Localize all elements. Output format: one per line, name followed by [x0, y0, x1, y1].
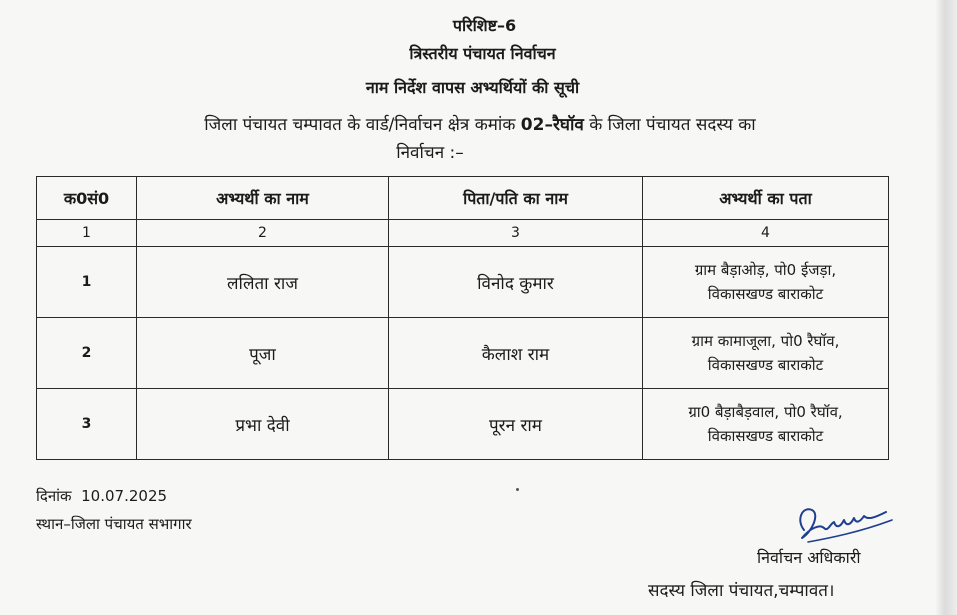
candidate-name-cell: पूजा	[137, 318, 389, 389]
date-line	[36, 486, 167, 506]
date-value: 10.07.2025	[81, 487, 168, 505]
table-row	[37, 389, 889, 460]
address-line-1: ग्रा0 बैड़ाबैड़वाल, पो0 रैघॉव,	[688, 403, 843, 421]
address-line-2: विकासखण्ड बाराकोट	[707, 285, 824, 303]
list-title: नाम निर्देश वापस अभ्यर्थियों की सूची	[365, 78, 580, 97]
address-cell	[643, 247, 889, 318]
candidate-name-cell: ललिता राज	[137, 247, 389, 318]
table-row	[37, 247, 889, 318]
serial-cell: 1	[37, 247, 137, 318]
table-header-row	[37, 177, 889, 220]
header-name: अभ्यर्थी का नाम	[137, 177, 389, 220]
address-line-2: विकासखण्ड बाराकोट	[707, 427, 824, 445]
election-heading: त्रिस्तरीय पंचायत निर्वाचन	[409, 44, 556, 63]
intro-pre: जिला पंचायत चम्पावत के वार्ड/निर्वाचन क्षेत्र कमांक	[204, 115, 521, 135]
address-line-1: ग्राम कामाजूला, पो0 रैघॉव,	[691, 332, 840, 350]
address-cell	[643, 318, 889, 389]
column-number: 2	[137, 220, 389, 247]
intro-line-2: निर्वाचन :–	[396, 143, 464, 163]
officer-designation: निर्वाचन अधिकारी	[757, 548, 861, 567]
table-row	[37, 318, 889, 389]
header-address: अभ्यर्थी का पता	[643, 177, 889, 220]
column-number: 4	[643, 220, 889, 247]
serial-cell: 2	[37, 318, 137, 389]
signature-icon	[790, 498, 900, 548]
page-edge-shadow	[935, 0, 957, 615]
place-line: स्थान–जिला पंचायत सभागार	[36, 515, 192, 533]
date-label: दिनांक	[36, 487, 72, 505]
candidate-table	[36, 176, 889, 460]
address-cell	[643, 389, 889, 460]
appendix-heading: परिशिष्ट–6	[452, 16, 517, 35]
parent-name-cell: कैलाश राम	[389, 318, 643, 389]
address-line-1: ग्राम बैड़ाओड़, पो0 ईजड़ा,	[694, 261, 837, 279]
address-line-2: विकासखण्ड बाराकोट	[707, 356, 824, 374]
column-number: 1	[37, 220, 137, 247]
header-serial: क0सं0	[37, 177, 137, 220]
intro-line-1	[60, 112, 900, 139]
office-name: सदस्य जिला पंचायत,चम्पावत।	[648, 581, 835, 601]
column-number: 3	[389, 220, 643, 247]
ink-speck	[516, 488, 519, 491]
intro-post: के जिला पंचायत सदस्य का	[583, 115, 756, 135]
parent-name-cell: विनोद कुमार	[389, 247, 643, 318]
serial-cell: 3	[37, 389, 137, 460]
header-parent: पिता/पति का नाम	[389, 177, 643, 220]
column-number-row	[37, 220, 889, 247]
candidate-name-cell: प्रभा देवी	[137, 389, 389, 460]
parent-name-cell: पूरन राम	[389, 389, 643, 460]
ward-name: 02–रैघॉव	[520, 115, 584, 135]
